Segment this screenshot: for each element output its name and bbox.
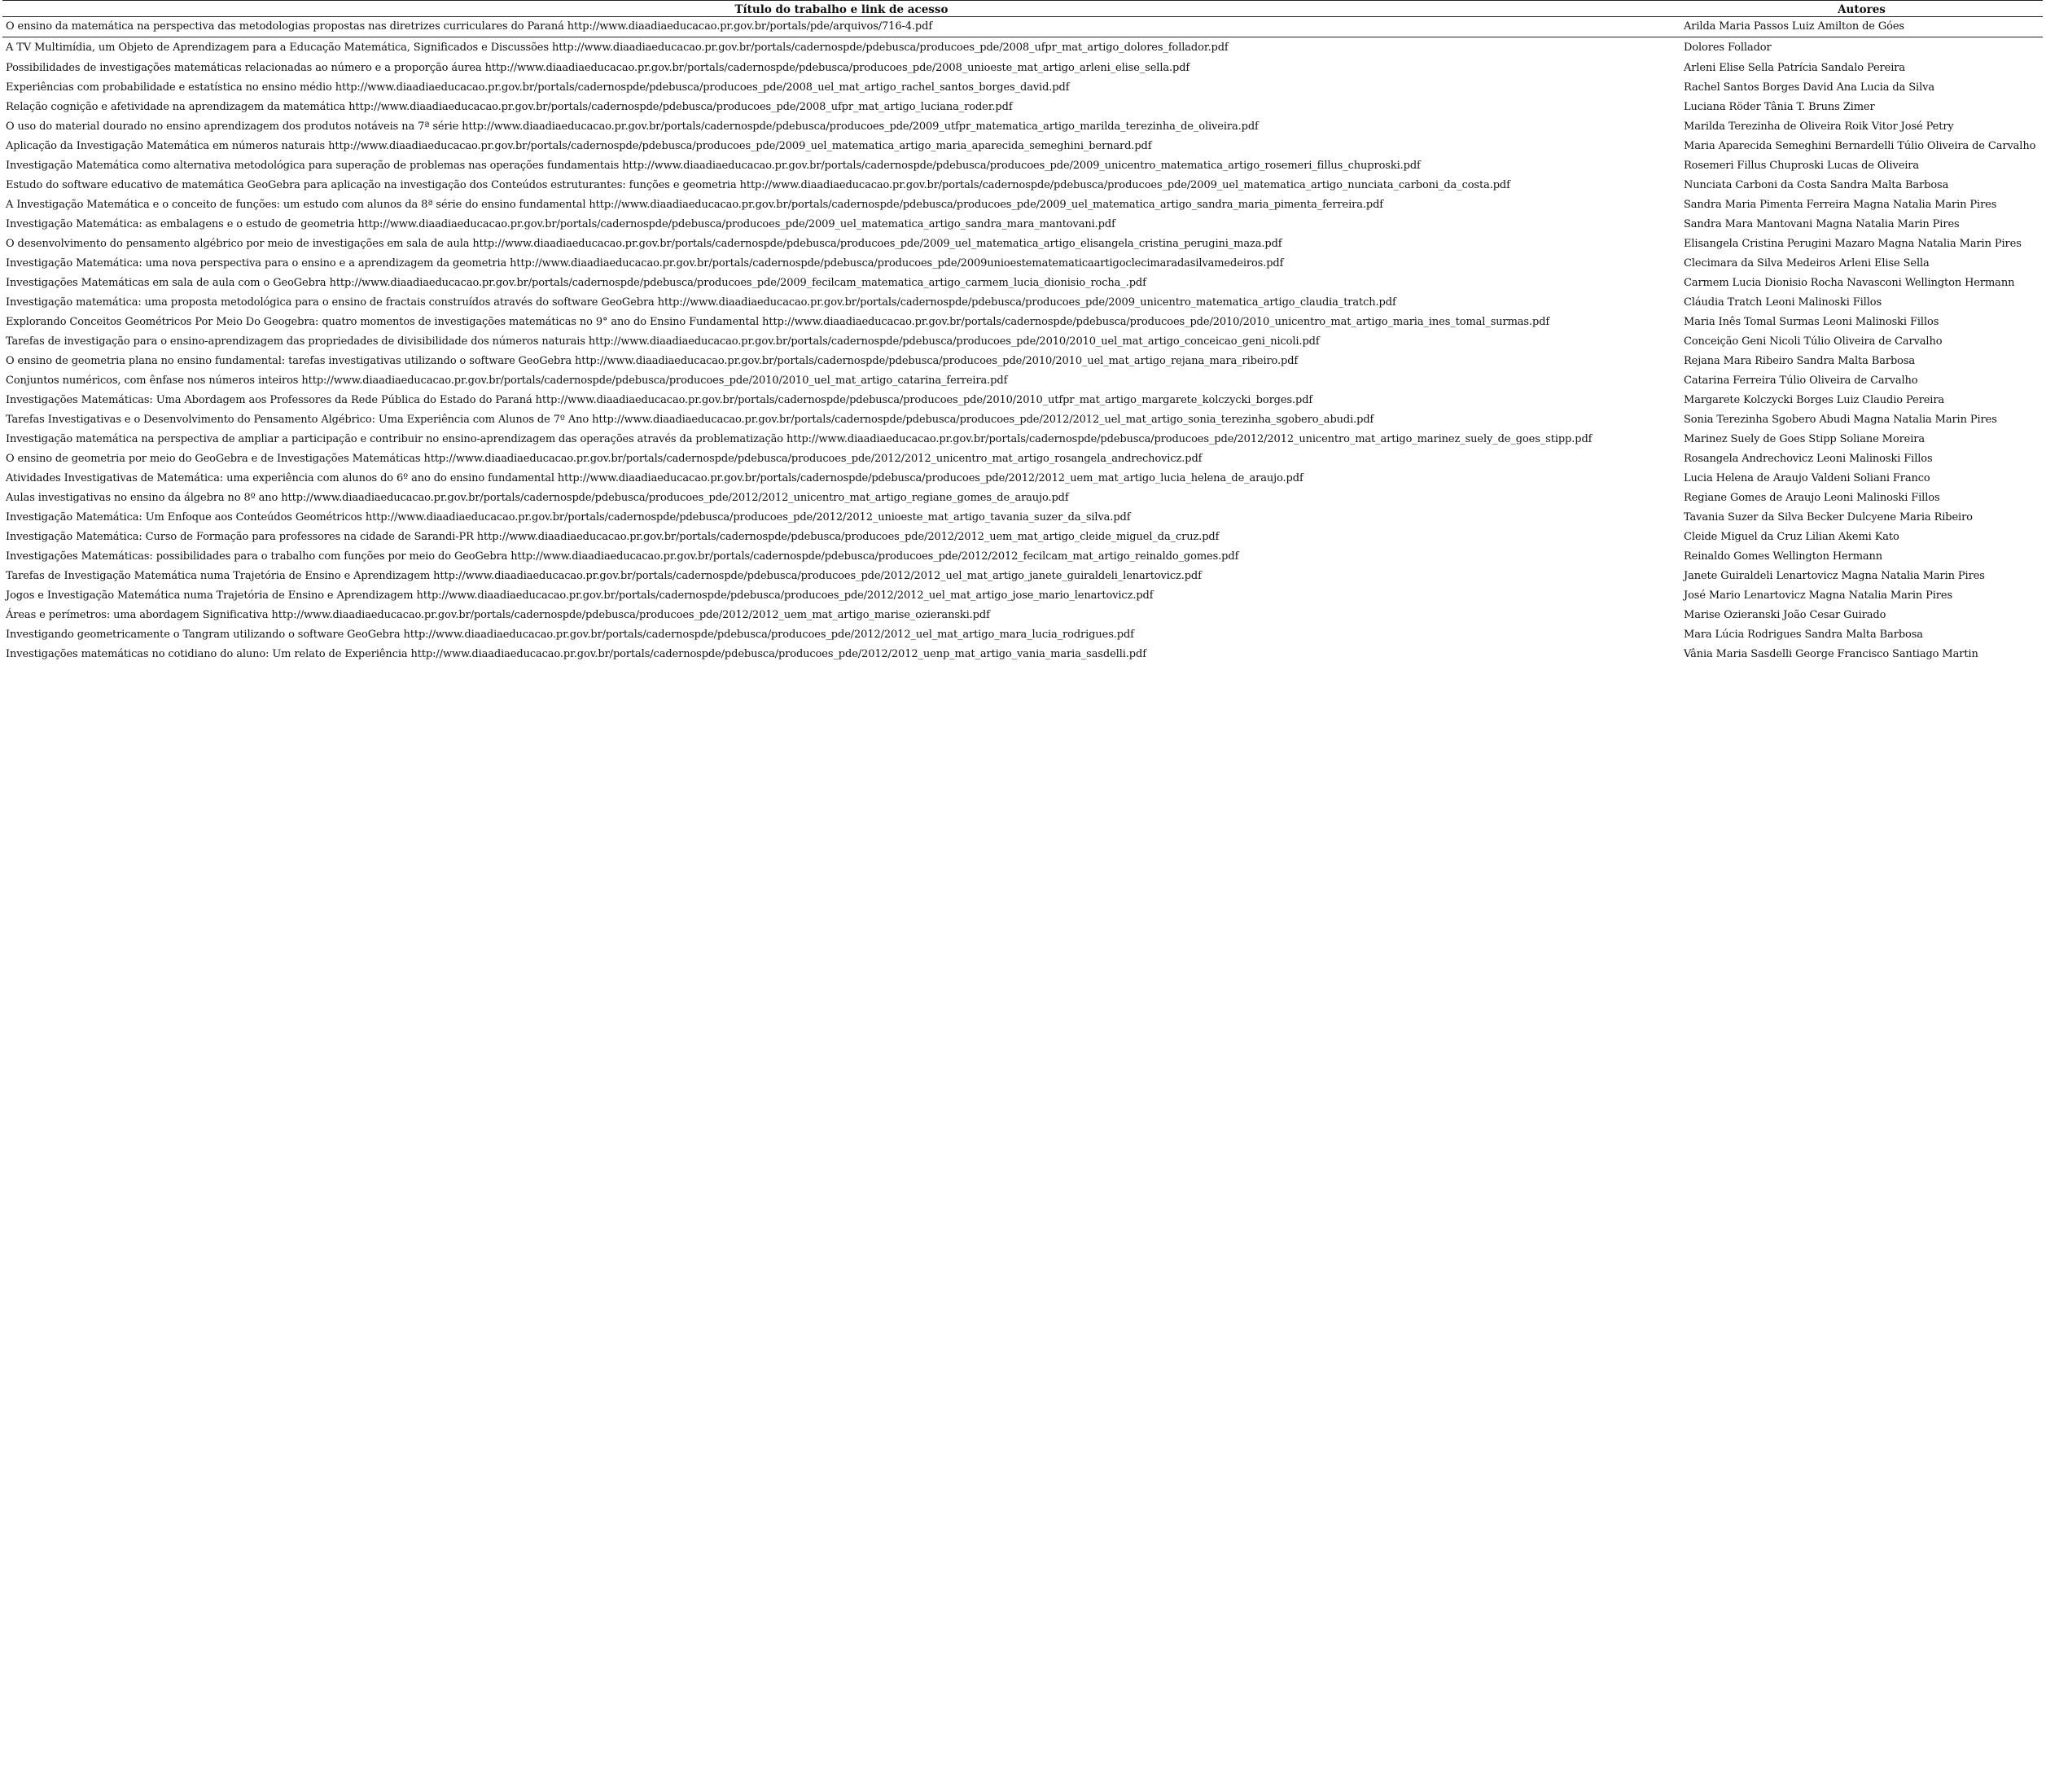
row-authors: Catarina Ferreira Túlio Oliveira de Carvalho	[1684, 375, 1918, 387]
row-authors: Arleni Elise Sella Patrícia Sandalo Pereira	[1684, 62, 1905, 74]
row-authors: Tavania Suzer da Silva Becker Dulcyene Maria Ribeiro	[1684, 511, 1973, 524]
table-row	[2, 391, 2043, 410]
row-title-and-link: Investigações Matemáticas: possibilidades para o trabalho com funções por meio do GeoGebra http://www.diaadiaeducacao.pr.gov.br/portals/cadernospde/pdebusca/producoes_pde/2012/2012_fecilcam_mat_artigo_reinaldo_gomes.pdf	[6, 550, 1239, 563]
references-table	[2, 0, 2043, 664]
row-title-and-link: O ensino da matemática na perspectiva das metodologias propostas nas diretrizes curriculares do Paraná http://www.diaadiaeducacao.pr.gov.br/portals/pde/arquivos/716-4.pdf	[2, 17, 1680, 37]
table-row	[2, 332, 2043, 352]
table-row	[2, 215, 2043, 234]
table-row	[2, 371, 2043, 391]
table-row	[2, 17, 2043, 37]
row-title-and-link: Investigações Matemáticas: Uma Abordagem aos Professores da Rede Pública do Estado do Paraná http://www.diaadiaeducacao.pr.gov.br/portals/cadernospde/pdebusca/producoes_pde/2010/2010_utfpr_mat_artigo_margarete_kolczycki_borges.pdf	[6, 394, 1313, 406]
row-title-and-link: Explorando Conceitos Geométricos Por Meio Do Geogebra: quatro momentos de investigações matemáticas no 9° ano do Ensino Fundamental http://www.diaadiaeducacao.pr.gov.br/portals/cadernospde/pdebusca/producoes_pde/2010/2010_unicentro_mat_artigo_maria_ines_tomal_surmas.pdf	[6, 316, 1550, 328]
row-authors: Marise Ozieranski João Cesar Guirado	[1684, 609, 1886, 621]
table-row	[2, 449, 2043, 469]
row-title-and-link: Aulas investigativas no ensino da álgebra no 8º ano http://www.diaadiaeducacao.pr.gov.br/portals/cadernospde/pdebusca/producoes_pde/2012/2012_unicentro_mat_artigo_regiane_gomes_de_araujo.pdf	[6, 492, 1069, 504]
header-authors: Autores	[1680, 1, 2043, 17]
table-row	[2, 195, 2043, 215]
row-authors: Marinez Suely de Goes Stipp Soliane Moreira	[1684, 433, 1926, 445]
table-row	[2, 293, 2043, 313]
row-authors: Maria Inês Tomal Surmas Leoni Malinoski Fillos	[1684, 316, 1939, 328]
table-row	[2, 78, 2043, 98]
row-title-and-link: O ensino de geometria plana no ensino fundamental: tarefas investigativas utilizando o software GeoGebra http://www.diaadiaeducacao.pr.gov.br/portals/cadernospde/pdebusca/producoes_pde/2010/2010_uel_mat_artigo_rejana_mara_ribeiro.pdf	[6, 355, 1299, 367]
row-title-and-link: Tarefas de Investigação Matemática numa Trajetória de Ensino e Aprendizagem http://www.diaadiaeducacao.pr.gov.br/portals/cadernospde/pdebusca/producoes_pde/2012/2012_uel_mat_artigo_janete_guiraldeli_lenartovicz.pdf	[6, 570, 1202, 582]
table-row	[2, 489, 2043, 508]
row-title-and-link: Tarefas de investigação para o ensino-aprendizagem das propriedades de divisibilidade dos números naturais http://www.diaadiaeducacao.pr.gov.br/portals/cadernospde/pdebusca/producoes_pde/2010/2010_uel_mat_artigo_conceicao_geni_nicoli.pdf	[6, 335, 1320, 348]
row-authors: Margarete Kolczycki Borges Luiz Claudio Pereira	[1684, 394, 1945, 406]
row-authors: Sandra Mara Mantovani Magna Natalia Marin Pires	[1684, 218, 1960, 230]
row-authors: Luciana Röder Tânia T. Bruns Zimer	[1684, 101, 1875, 113]
table-row	[2, 352, 2043, 371]
row-authors: Clecimara da Silva Medeiros Arleni Elise Sella	[1684, 257, 1930, 269]
row-authors: Nunciata Carboni da Costa Sandra Malta Barbosa	[1684, 179, 1949, 191]
document-page	[0, 0, 2046, 664]
table-row	[2, 274, 2043, 293]
row-authors: José Mario Lenartovicz Magna Natalia Marin Pires	[1684, 589, 1953, 602]
row-title-and-link: Investigação Matemática: as embalagens e o estudo de geometria http://www.diaadiaeducacao.pr.gov.br/portals/cadernospde/pdebusca/producoes_pde/2009_uel_matematica_artigo_sandra_mara_mantovani.pdf	[6, 218, 1115, 230]
row-authors: Rachel Santos Borges David Ana Lucia da Silva	[1684, 81, 1934, 94]
row-title-and-link: Investigação matemática na perspectiva de ampliar a participação e contribuir no ensino-aprendizagem das operações através da problematização http://www.diaadiaeducacao.pr.gov.br/portals/cadernospde/pdebusca/producoes_pde/2012/2012_unicentro_mat_artigo_marinez_suely_de_goes_stipp.pdf	[6, 433, 1593, 445]
row-title-and-link: O desenvolvimento do pensamento algébrico por meio de investigações em sala de aula http://www.diaadiaeducacao.pr.gov.br/portals/cadernospde/pdebusca/producoes_pde/2009_uel_matematica_artigo_elisangela_cristina_perugini_maza.pdf	[6, 238, 1282, 250]
header-title: Título do trabalho e link de acesso	[2, 1, 1680, 17]
row-title-and-link: A TV Multimídia, um Objeto de Aprendizagem para a Educação Matemática, Significados e Discussões http://www.diaadiaeducacao.pr.gov.br/portals/cadernospde/pdebusca/producoes_pde/2008_ufpr_mat_artigo_dolores_follador.pdf	[6, 42, 1229, 54]
row-title-and-link: Estudo do software educativo de matemática GeoGebra para aplicação na investigação dos Conteúdos estruturantes: funções e geometria http://www.diaadiaeducacao.pr.gov.br/portals/cadernospde/pdebusca/producoes_pde/2009_uel_matematica_artigo_nunciata_carboni_da_costa.pdf	[6, 179, 1510, 191]
table-row	[2, 98, 2043, 117]
table-row	[2, 176, 2043, 195]
table-row	[2, 313, 2043, 332]
table-header-row	[2, 1, 2043, 17]
table-row	[2, 508, 2043, 528]
row-authors: Cláudia Tratch Leoni Malinoski Fillos	[1684, 296, 1882, 309]
row-title-and-link: O uso do material dourado no ensino aprendizagem dos produtos notáveis na 7ª série http://www.diaadiaeducacao.pr.gov.br/portals/cadernospde/pdebusca/producoes_pde/2009_utfpr_matematica_artigo_marilda_terezinha_de_oliveira.pdf	[6, 120, 1259, 133]
row-authors: Conceição Geni Nicoli Túlio Oliveira de Carvalho	[1684, 335, 1943, 348]
table-row	[2, 156, 2043, 176]
row-authors: Sandra Maria Pimenta Ferreira Magna Natalia Marin Pires	[1684, 199, 1997, 211]
row-title-and-link: Investigação Matemática como alternativa metodológica para superação de problemas nas operações fundamentais http://www.diaadiaeducacao.pr.gov.br/portals/cadernospde/pdebusca/producoes_pde/2009_unicentro_matematica_artigo_rosemeri_fillus_chuproski.pdf	[6, 160, 1421, 172]
row-title-and-link: Áreas e perímetros: uma abordagem Significativa http://www.diaadiaeducacao.pr.gov.br/portals/cadernospde/pdebusca/producoes_pde/2012/2012_uem_mat_artigo_marise_ozieranski.pdf	[6, 609, 990, 621]
row-title-and-link: A Investigação Matemática e o conceito de funções: um estudo com alunos da 8ª série do ensino fundamental http://www.diaadiaeducacao.pr.gov.br/portals/cadernospde/pdebusca/producoes_pde/2009_uel_matematica_artigo_sandra_maria_pimenta_ferreira.pdf	[6, 199, 1383, 211]
table-row	[2, 430, 2043, 449]
row-authors: Elisangela Cristina Perugini Mazaro Magna Natalia Marin Pires	[1684, 238, 2022, 250]
row-title-and-link: Investigando geometricamente o Tangram utilizando o software GeoGebra http://www.diaadiaeducacao.pr.gov.br/portals/cadernospde/pdebusca/producoes_pde/2012/2012_uel_mat_artigo_mara_lucia_rodrigues.pdf	[6, 629, 1134, 641]
row-title-and-link: Investigações Matemáticas em sala de aula com o GeoGebra http://www.diaadiaeducacao.pr.gov.br/portals/cadernospde/pdebusca/producoes_pde/2009_fecilcam_matematica_artigo_carmem_lucia_dionisio_rocha_.pdf	[6, 277, 1146, 289]
row-title-and-link: O ensino de geometria por meio do GeoGebra e de Investigações Matemáticas http://www.diaadiaeducacao.pr.gov.br/portals/cadernospde/pdebusca/producoes_pde/2012/2012_unicentro_mat_artigo_rosangela_andrechovicz.pdf	[6, 453, 1203, 465]
row-title-and-link: Investigação Matemática: Curso de Formação para professores na cidade de Sarandi-PR http://www.diaadiaeducacao.pr.gov.br/portals/cadernospde/pdebusca/producoes_pde/2012/2012_uem_mat_artigo_cleide_miguel_da_cruz.pdf	[6, 531, 1220, 543]
table-row	[2, 117, 2043, 137]
row-title-and-link: Investigações matemáticas no cotidiano do aluno: Um relato de Experiência http://www.diaadiaeducacao.pr.gov.br/portals/cadernospde/pdebusca/producoes_pde/2012/2012_uenp_mat_artigo_vania_maria_sasdelli.pdf	[6, 648, 1146, 660]
table-row	[2, 586, 2043, 606]
table-row	[2, 59, 2043, 78]
row-authors: Carmem Lucia Dionisio Rocha Navasconi Wellington Hermann	[1684, 277, 2015, 289]
row-title-and-link: Atividades Investigativas de Matemática: uma experiência com alunos do 6º ano do ensino fundamental http://www.diaadiaeducacao.pr.gov.br/portals/cadernospde/pdebusca/producoes_pde/2012/2012_uem_mat_artigo_lucia_helena_de_araujo.pdf	[6, 472, 1303, 484]
table-row	[2, 547, 2043, 567]
table-row	[2, 37, 2043, 59]
row-authors: Rosangela Andrechovicz Leoni Malinoski Fillos	[1684, 453, 1933, 465]
table-row	[2, 567, 2043, 586]
row-authors: Marilda Terezinha de Oliveira Roik Vitor José Petry	[1684, 120, 1954, 133]
row-title-and-link: Relação cognição e afetividade na aprendizagem da matemática http://www.diaadiaeducacao.pr.gov.br/portals/cadernospde/pdebusca/producoes_pde/2008_ufpr_mat_artigo_luciana_roder.pdf	[6, 101, 1013, 113]
row-authors: Cleide Miguel da Cruz Lilian Akemi Kato	[1684, 531, 1899, 543]
row-authors: Rejana Mara Ribeiro Sandra Malta Barbosa	[1684, 355, 1916, 367]
row-title-and-link: Investigação matemática: uma proposta metodológica para o ensino de fractais construídos através do software GeoGebra http://www.diaadiaeducacao.pr.gov.br/portals/cadernospde/pdebusca/producoes_pde/2009_unicentro_matematica_artigo_claudia_tratch.pdf	[6, 296, 1396, 309]
table-row	[2, 606, 2043, 625]
table-body	[2, 17, 2043, 665]
row-authors: Arilda Maria Passos Luiz Amilton de Góes	[1680, 17, 2043, 37]
table-row	[2, 254, 2043, 274]
table-row	[2, 528, 2043, 547]
row-authors: Sonia Terezinha Sgobero Abudi Magna Natalia Marin Pires	[1684, 414, 1997, 426]
table-row	[2, 625, 2043, 645]
row-authors: Regiane Gomes de Araujo Leoni Malinoski Fillos	[1684, 492, 1940, 504]
row-title-and-link: Possibilidades de investigações matemáticas relacionadas ao número e a proporção áurea http://www.diaadiaeducacao.pr.gov.br/portals/cadernospde/pdebusca/producoes_pde/2008_unioeste_mat_artigo_arleni_elise_sella.pdf	[6, 62, 1190, 74]
row-title-and-link: Tarefas Investigativas e o Desenvolvimento do Pensamento Algébrico: Uma Experiência com Alunos de 7º Ano http://www.diaadiaeducacao.pr.gov.br/portals/cadernospde/pdebusca/producoes_pde/2012/2012_uel_mat_artigo_sonia_terezinha_sgobero_abudi.pdf	[6, 414, 1374, 426]
row-title-and-link: Aplicação da Investigação Matemática em números naturais http://www.diaadiaeducacao.pr.gov.br/portals/cadernospde/pdebusca/producoes_pde/2009_uel_matematica_artigo_maria_aparecida_semeghini_bernard.pdf	[6, 140, 1152, 152]
row-authors: Maria Aparecida Semeghini Bernardelli Túlio Oliveira de Carvalho	[1684, 140, 2036, 152]
row-authors: Rosemeri Fillus Chuproski Lucas de Oliveira	[1684, 160, 1920, 172]
row-title-and-link: Investigação Matemática: Um Enfoque aos Conteúdos Geométricos http://www.diaadiaeducacao.pr.gov.br/portals/cadernospde/pdebusca/producoes_pde/2012/2012_unioeste_mat_artigo_tavania_suzer_da_silva.pdf	[6, 511, 1131, 524]
row-title-and-link: Investigação Matemática: uma nova perspectiva para o ensino e a aprendizagem da geometria http://www.diaadiaeducacao.pr.gov.br/portals/cadernospde/pdebusca/producoes_pde/2009unioestematematicaartigoclecimaradasilvamedeiros.pdf	[6, 257, 1284, 269]
table-row	[2, 410, 2043, 430]
row-title-and-link: Jogos e Investigação Matemática numa Trajetória de Ensino e Aprendizagem http://www.diaadiaeducacao.pr.gov.br/portals/cadernospde/pdebusca/producoes_pde/2012/2012_uel_mat_artigo_jose_mario_lenartovicz.pdf	[6, 589, 1154, 602]
row-authors: Janete Guiraldeli Lenartovicz Magna Natalia Marin Pires	[1684, 570, 1985, 582]
row-authors: Dolores Follador	[1684, 42, 1772, 54]
row-authors: Vânia Maria Sasdelli George Francisco Santiago Martin	[1684, 648, 1978, 660]
table-row	[2, 645, 2043, 664]
row-authors: Mara Lúcia Rodrigues Sandra Malta Barbosa	[1684, 629, 1923, 641]
row-authors: Lucia Helena de Araujo Valdeni Soliani Franco	[1684, 472, 1930, 484]
row-title-and-link: Conjuntos numéricos, com ênfase nos números inteiros http://www.diaadiaeducacao.pr.gov.br/portals/cadernospde/pdebusca/producoes_pde/2010/2010_uel_mat_artigo_catarina_ferreira.pdf	[6, 375, 1008, 387]
row-authors: Reinaldo Gomes Wellington Hermann	[1684, 550, 1883, 563]
table-row	[2, 469, 2043, 489]
row-title-and-link: Experiências com probabilidade e estatística no ensino médio http://www.diaadiaeducacao.pr.gov.br/portals/cadernospde/pdebusca/producoes_pde/2008_uel_mat_artigo_rachel_santos_borges_david.pdf	[6, 81, 1070, 94]
table-row	[2, 234, 2043, 254]
table-row	[2, 137, 2043, 156]
